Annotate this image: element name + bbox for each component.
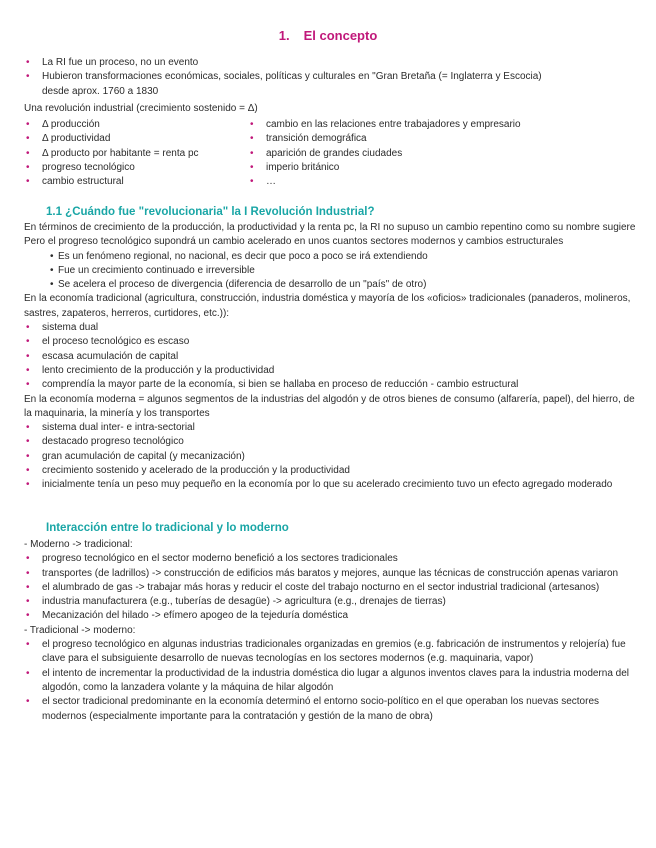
feature-item: • Δ productividad	[24, 132, 254, 146]
feature-item: • …	[248, 175, 636, 189]
list-item: • comprendía la mayor parte de la economía, si bien se hallaba en proceso de reducción - cambio estructural	[24, 378, 636, 392]
list-item: • Mecanización del hilado -> efímero apogeo de la tejeduría doméstica	[24, 609, 636, 623]
modern-economy-list	[24, 421, 636, 492]
list-item: • el sector tradicional predominante en la economía determinó el entorno socio-político en el que operaban los nuevas sectores modernos (especialmente importante para la contratación y gestión de la mano de obra)	[24, 695, 636, 724]
modern-economy-intro: En la economía moderna = algunos segmentos de la industrias del algodón y de otros bienes de consumo (alfarería, papel), del hierro, de la maquinaria, la minería y los transportes	[24, 393, 635, 419]
ri-definition: Una revolución industrial (crecimiento sostenido = Δ)	[24, 103, 258, 114]
page-title	[0, 28, 656, 43]
feature-item: • imperio británico	[248, 161, 636, 175]
features-left-list	[24, 118, 254, 189]
list-item: • gran acumulación de capital (y mecanización)	[24, 450, 636, 464]
list-item: • inicialmente tenía un peso muy pequeño en la economía por lo que su acelerado crecimiento tuvo un efecto agregado moderado	[24, 478, 636, 492]
divergence-point: • Fue un crecimiento continuado e irreversible	[24, 264, 636, 278]
list-item: • transportes (de ladrillos) -> construcción de edificios más baratos y mejores, aunque las técnicas de construcción apenas variaron	[24, 567, 636, 581]
modern-to-traditional-label: - Moderno -> tradicional:	[24, 539, 133, 550]
traditional-economy-list	[24, 321, 636, 392]
traditional-economy-intro: En la economía tradicional (agricultura, construcción, industria doméstica y mayoría de los «oficios» tradicionales (panaderos, molineros, sastres, zapateros, herreros, curtidores, etc.)):	[24, 293, 631, 319]
features-right-list	[248, 118, 636, 189]
intro-continuation: desde aprox. 1760 a 1830	[42, 85, 159, 97]
list-item: • industria manufacturera (e.g., tuberías de desagüe) -> agricultura (e.g., drenajes de tierras)	[24, 595, 636, 609]
feature-item: • transición demográfica	[248, 132, 636, 146]
feature-item: • cambio en las relaciones entre trabajadores y empresario	[248, 118, 636, 132]
title-text: El concepto	[303, 28, 378, 43]
list-item: • sistema dual	[24, 321, 636, 335]
traditional-to-modern-label: - Tradicional -> moderno:	[24, 624, 136, 636]
list-item: • lento crecimiento de la producción y la productividad	[24, 364, 636, 378]
intro-block	[24, 56, 636, 99]
intro-item: • Hubieron transformaciones económicas, sociales, políticas y culturales en "Gran Bretaña (= Inglaterra y Escocia)	[24, 70, 636, 84]
feature-item: • cambio estructural	[24, 175, 254, 189]
section-heading-interaccion: Interacción entre lo tradicional y lo moderno	[46, 522, 289, 534]
list-item: • sistema dual inter- e intra-sectorial	[24, 421, 636, 435]
section-1-1-body	[24, 221, 636, 493]
section-heading-1-1: 1.1 ¿Cuándo fue "revolucionaria" la I Revolución Industrial?	[46, 206, 375, 218]
feature-item: • progreso tecnológico	[24, 161, 254, 175]
list-item: • progreso tecnológico en el sector moderno benefició a los sectores tradicionales	[24, 552, 636, 566]
list-item: • el progreso tecnológico en algunas industrias tradicionales organizadas en gremios (e.g. fabricación de instrumentos y relojería) fue clave para el subsiguiente desarrollo de nuevas tecnologías en los sectores modernos (e.g. maquinaria, vapor)	[24, 638, 636, 667]
divergence-point: • Se acelera el proceso de divergencia (diferencia de desarrollo de un "país" de otro)	[24, 278, 636, 292]
list-item: • el proceso tecnológico es escaso	[24, 335, 636, 349]
traditional-to-modern-list	[24, 638, 636, 724]
modern-to-traditional-list	[24, 552, 636, 623]
list-item: • escasa acumulación de capital	[24, 350, 636, 364]
feature-item: • Δ producto por habitante = renta pc	[24, 147, 254, 161]
list-item: • el intento de incrementar la productividad de la industria doméstica dio lugar a algunos inventos claves para la industria moderna del algodón, como la lanzadera volante y la máquina de hilar algodón	[24, 667, 636, 696]
list-item: • el alumbrado de gas -> trabajar más horas y reducir el coste del trabajo nocturno en el sector industrial tradicional (artesanos)	[24, 581, 636, 595]
paragraph: En términos de crecimiento de la producción, la productividad y la renta pc, la RI no supuso un cambio repentino como su nombre sugiere	[24, 222, 636, 233]
list-item: • destacado progreso tecnológico	[24, 435, 636, 449]
interaction-body	[24, 538, 636, 724]
feature-item: • Δ producción	[24, 118, 254, 132]
feature-item: • aparición de grandes ciudades	[248, 147, 636, 161]
intro-item: • La RI fue un proceso, no un evento	[24, 56, 636, 70]
divergence-point: • Es un fenómeno regional, no nacional, es decir que poco a poco se irá extendiendo	[24, 250, 636, 264]
list-item: • crecimiento sostenido y acelerado de la producción y la productividad	[24, 464, 636, 478]
title-number: 1.	[278, 28, 290, 43]
paragraph: Pero el progreso tecnológico supondrá un cambio acelerado en unos cuantos sectores modernos y cambios estructurales	[24, 236, 564, 248]
